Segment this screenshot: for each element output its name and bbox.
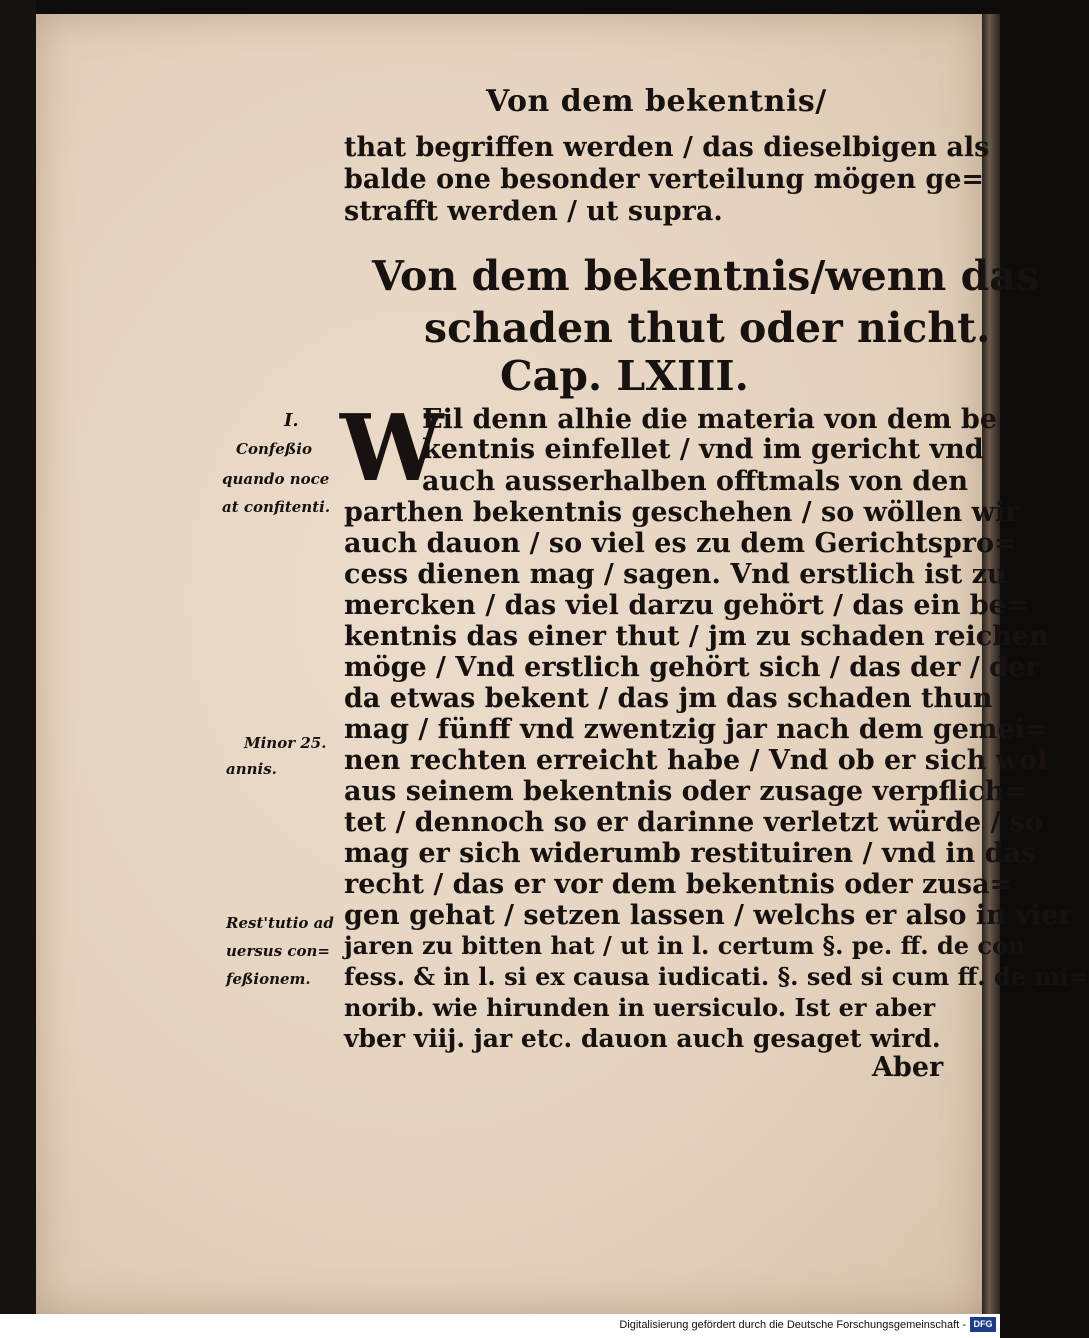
body-line: Eil denn alhie die materia von dem be — [422, 404, 998, 435]
catchword: Aber — [872, 1052, 944, 1083]
body-line: kentnis das einer thut / jm zu schaden reichen — [344, 621, 1049, 652]
body-line: parthen bekentnis geschehen / so wöllen wir — [344, 497, 1020, 528]
body-line: norib. wie hirunden in uersiculo. Ist er aber — [344, 993, 936, 1022]
body-line: aus seinem bekentnis oder zusage verpflich= — [344, 776, 1028, 807]
margin-note: annis. — [226, 760, 277, 778]
body-line: möge / Vnd erstlich gehört sich / das der / der — [344, 652, 1040, 683]
digitization-footer — [0, 1314, 1000, 1338]
body-line: vber viij. jar etc. dauon auch gesaget wird. — [344, 1024, 941, 1053]
chapter-title-line-1: Von dem bekentnis/wenn das — [372, 252, 1039, 300]
body-line: tet / dennoch so er darinne verletzt würde / so — [344, 807, 1043, 838]
body-line: cess dienen mag / sagen. Vnd erstlich ist zu — [344, 559, 1007, 590]
body-line: da etwas bekent / das jm das schaden thun — [344, 683, 993, 714]
body-line: mag / fünff vnd zwentzig jar nach dem gemei= — [344, 714, 1048, 745]
body-line: kentnis einfellet / vnd im gericht vnd — [422, 434, 984, 465]
text-line: that begriffen werden / das dieselbigen als — [344, 132, 990, 163]
scan-left-edge — [0, 0, 36, 1338]
body-line: mag er sich widerumb restituiren / vnd in das — [344, 838, 1037, 869]
body-line: mercken / das viel darzu gehört / das ein be= — [344, 590, 1029, 621]
margin-note: at confitenti. — [222, 498, 331, 516]
chapter-number: Cap. LXIII. — [500, 352, 749, 400]
margin-note: Minor 25. — [244, 734, 327, 752]
chapter-title-line-2: schaden thut oder nicht. — [424, 304, 991, 352]
body-line: gen gehat / setzen lassen / welchs er also in vier — [344, 900, 1073, 931]
initial-capital: W — [340, 394, 444, 502]
body-line: auch dauon / so viel es zu dem Gerichtspro= — [344, 528, 1017, 559]
margin-note: uersus con= — [226, 942, 330, 960]
text-line: strafft werden / ut supra. — [344, 196, 723, 227]
margin-note-number: I. — [284, 410, 299, 431]
dfg-logo: DFG — [970, 1317, 996, 1332]
margin-note: Rest'tutio ad — [226, 914, 334, 932]
body-line: nen rechten erreicht habe / Vnd ob er sich wol — [344, 745, 1048, 776]
margin-note: quando noce — [222, 470, 330, 488]
footer-credit: Digitalisierung gefördert durch die Deutsche Forschungsgemeinschaft - — [619, 1319, 966, 1331]
body-line: jaren zu bitten hat / ut in l. certum §. pe. ff. de con — [344, 931, 1026, 960]
margin-note: feßionem. — [226, 970, 311, 988]
text-line: balde one besonder verteilung mögen ge= — [344, 164, 985, 195]
running-head: Von dem bekentnis/ — [486, 84, 827, 119]
body-line: recht / das er vor dem bekentnis oder zusa= — [344, 869, 1013, 900]
margin-note: Confeßio — [236, 440, 312, 458]
body-line: fess. & in l. si ex causa iudicati. §. sed si cum ff. de mi= — [344, 962, 1089, 991]
body-line: auch ausserhalben offtmals von den — [422, 466, 968, 497]
